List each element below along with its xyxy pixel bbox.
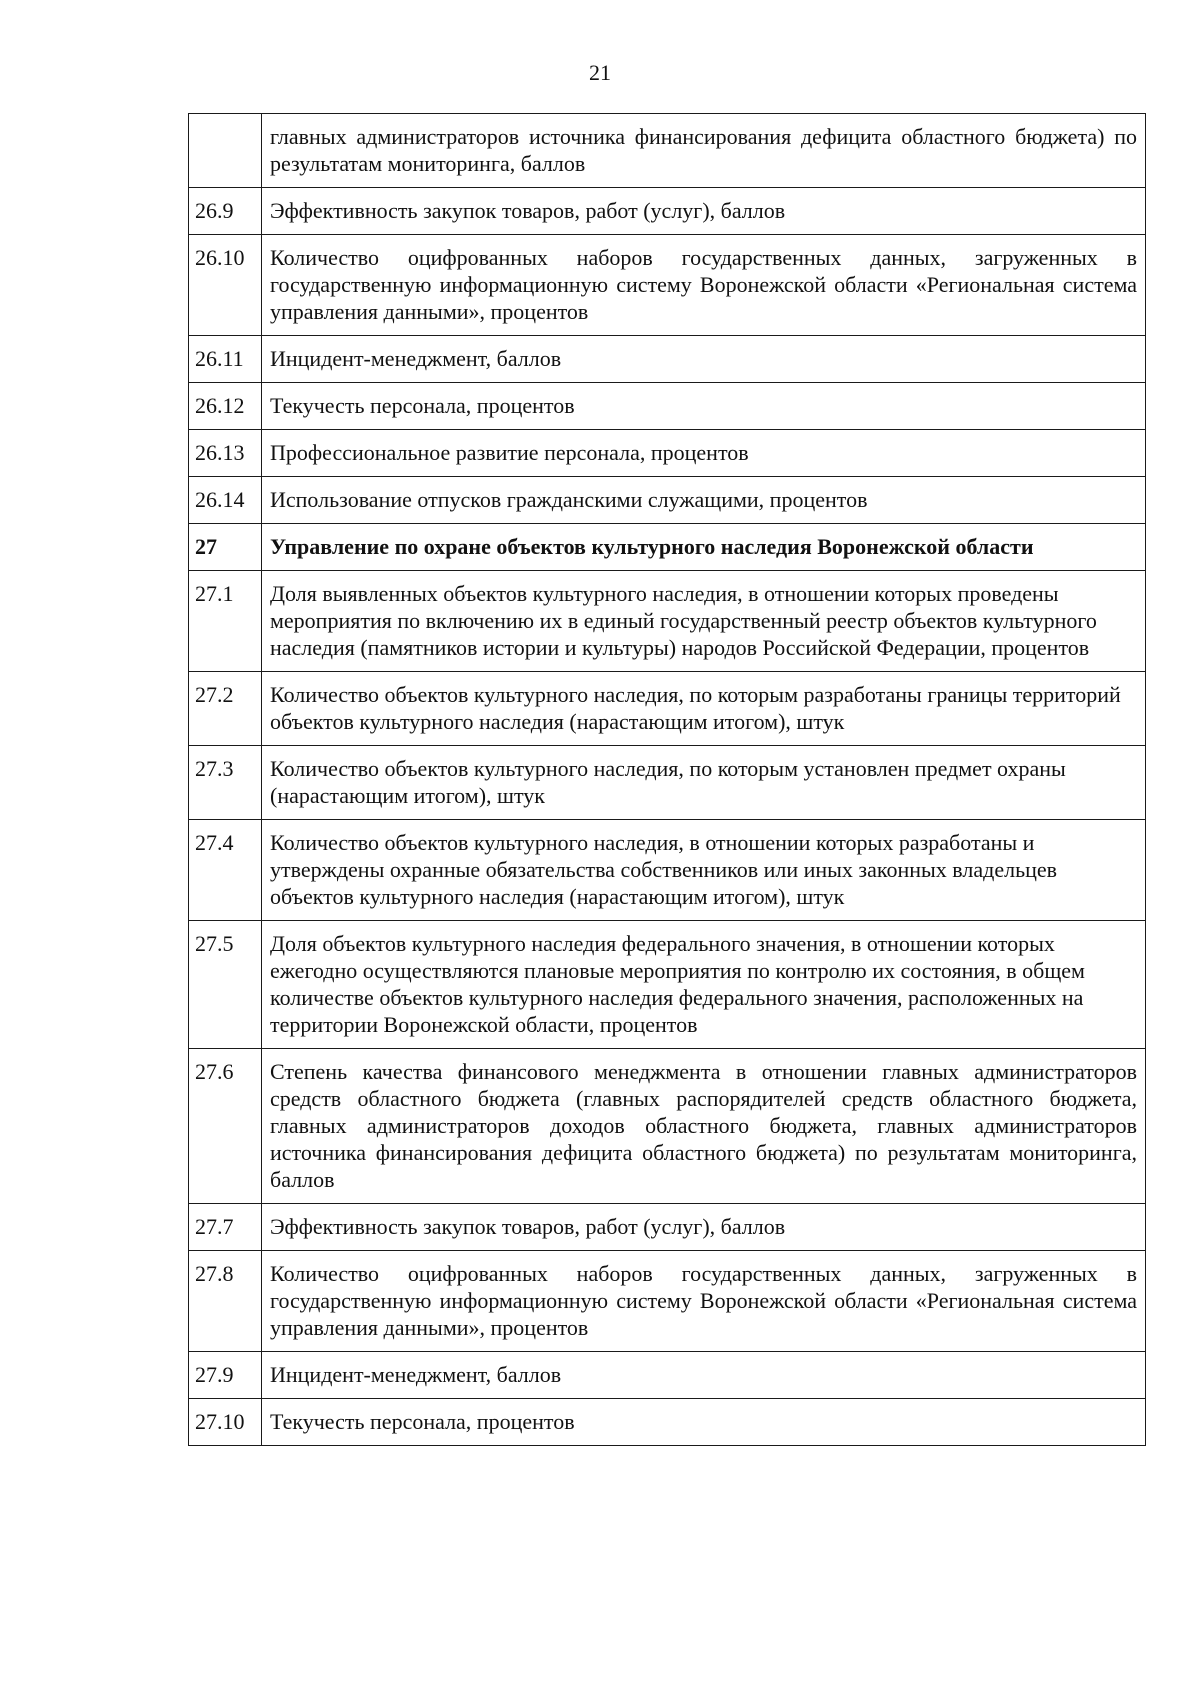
row-number: 26.10 <box>189 235 262 336</box>
row-number: 27.6 <box>189 1049 262 1204</box>
indicator-row <box>189 746 1146 820</box>
row-number: 26.12 <box>189 383 262 430</box>
indicator-text: Количество объектов культурного наследия, в отношении которых разработаны и утверждены охранные обязательства собственников или иных законных владельцев объектов культурного наследия (нарастающим итогом), штук <box>262 820 1146 921</box>
row-number: 26.14 <box>189 477 262 524</box>
section-title: Управление по охране объектов культурного наследия Воронежской области <box>262 524 1146 571</box>
row-number: 27.8 <box>189 1251 262 1352</box>
indicator-row <box>189 383 1146 430</box>
indicator-row <box>189 1049 1146 1204</box>
indicator-row <box>189 571 1146 672</box>
indicator-row <box>189 336 1146 383</box>
indicator-row <box>189 235 1146 336</box>
row-number: 27.4 <box>189 820 262 921</box>
indicator-text: Количество оцифрованных наборов государственных данных, загруженных в государственную информационную систему Воронежской области «Региональная система управления данными», процентов <box>262 1251 1146 1352</box>
row-number: 26.13 <box>189 430 262 477</box>
row-number: 27 <box>189 524 262 571</box>
indicator-row <box>189 188 1146 235</box>
row-number: 27.2 <box>189 672 262 746</box>
indicator-row <box>189 820 1146 921</box>
indicators-table-body <box>189 114 1146 1446</box>
row-number: 26.9 <box>189 188 262 235</box>
indicator-row <box>189 430 1146 477</box>
row-number: 26.11 <box>189 336 262 383</box>
row-number: 27.3 <box>189 746 262 820</box>
indicator-text: главных администраторов источника финансирования дефицита областного бюджета) по результатам мониторинга, баллов <box>262 114 1146 188</box>
indicator-text: Степень качества финансового менеджмента в отношении главных администраторов средств областного бюджета (главных распорядителей средств областного бюджета, главных администраторов доходов областного бюджета, главных администраторов источника финансирования дефицита областного бюджета) по результатам мониторинга, баллов <box>262 1049 1146 1204</box>
indicator-row <box>189 1204 1146 1251</box>
indicator-text: Эффективность закупок товаров, работ (услуг), баллов <box>262 1204 1146 1251</box>
indicator-row <box>189 1399 1146 1446</box>
row-number <box>189 114 262 188</box>
row-number: 27.7 <box>189 1204 262 1251</box>
indicator-row <box>189 1352 1146 1399</box>
section-row <box>189 524 1146 571</box>
indicator-text: Эффективность закупок товаров, работ (услуг), баллов <box>262 188 1146 235</box>
page-number: 21 <box>589 60 611 85</box>
row-number: 27.5 <box>189 921 262 1049</box>
indicator-text: Количество объектов культурного наследия, по которым установлен предмет охраны (нарастающим итогом), штук <box>262 746 1146 820</box>
indicator-text: Количество оцифрованных наборов государственных данных, загруженных в государственную информационную систему Воронежской области «Региональная система управления данными», процентов <box>262 235 1146 336</box>
row-number: 27.9 <box>189 1352 262 1399</box>
indicators-table <box>188 113 1146 1446</box>
indicator-text: Текучесть персонала, процентов <box>262 383 1146 430</box>
indicator-text: Профессиональное развитие персонала, процентов <box>262 430 1146 477</box>
indicator-row <box>189 921 1146 1049</box>
row-number: 27.1 <box>189 571 262 672</box>
indicator-text: Доля объектов культурного наследия федерального значения, в отношении которых ежегодно осуществляются плановые мероприятия по контролю их состояния, в общем количестве объектов культурного наследия федерального значения, расположенных на территории Воронежской области, процентов <box>262 921 1146 1049</box>
row-number: 27.10 <box>189 1399 262 1446</box>
indicator-row <box>189 1251 1146 1352</box>
indicator-text: Текучесть персонала, процентов <box>262 1399 1146 1446</box>
indicator-text: Количество объектов культурного наследия, по которым разработаны границы территорий объектов культурного наследия (нарастающим итогом), штук <box>262 672 1146 746</box>
indicator-text: Использование отпусков гражданскими служащими, процентов <box>262 477 1146 524</box>
indicator-row <box>189 672 1146 746</box>
indicator-text: Инцидент-менеджмент, баллов <box>262 336 1146 383</box>
indicator-row <box>189 114 1146 188</box>
indicator-text: Инцидент-менеджмент, баллов <box>262 1352 1146 1399</box>
indicator-text: Доля выявленных объектов культурного наследия, в отношении которых проведены мероприятия по включению их в единый государственный реестр объектов культурного наследия (памятников истории и культуры) народов Российской Федерации, процентов <box>262 571 1146 672</box>
indicator-row <box>189 477 1146 524</box>
